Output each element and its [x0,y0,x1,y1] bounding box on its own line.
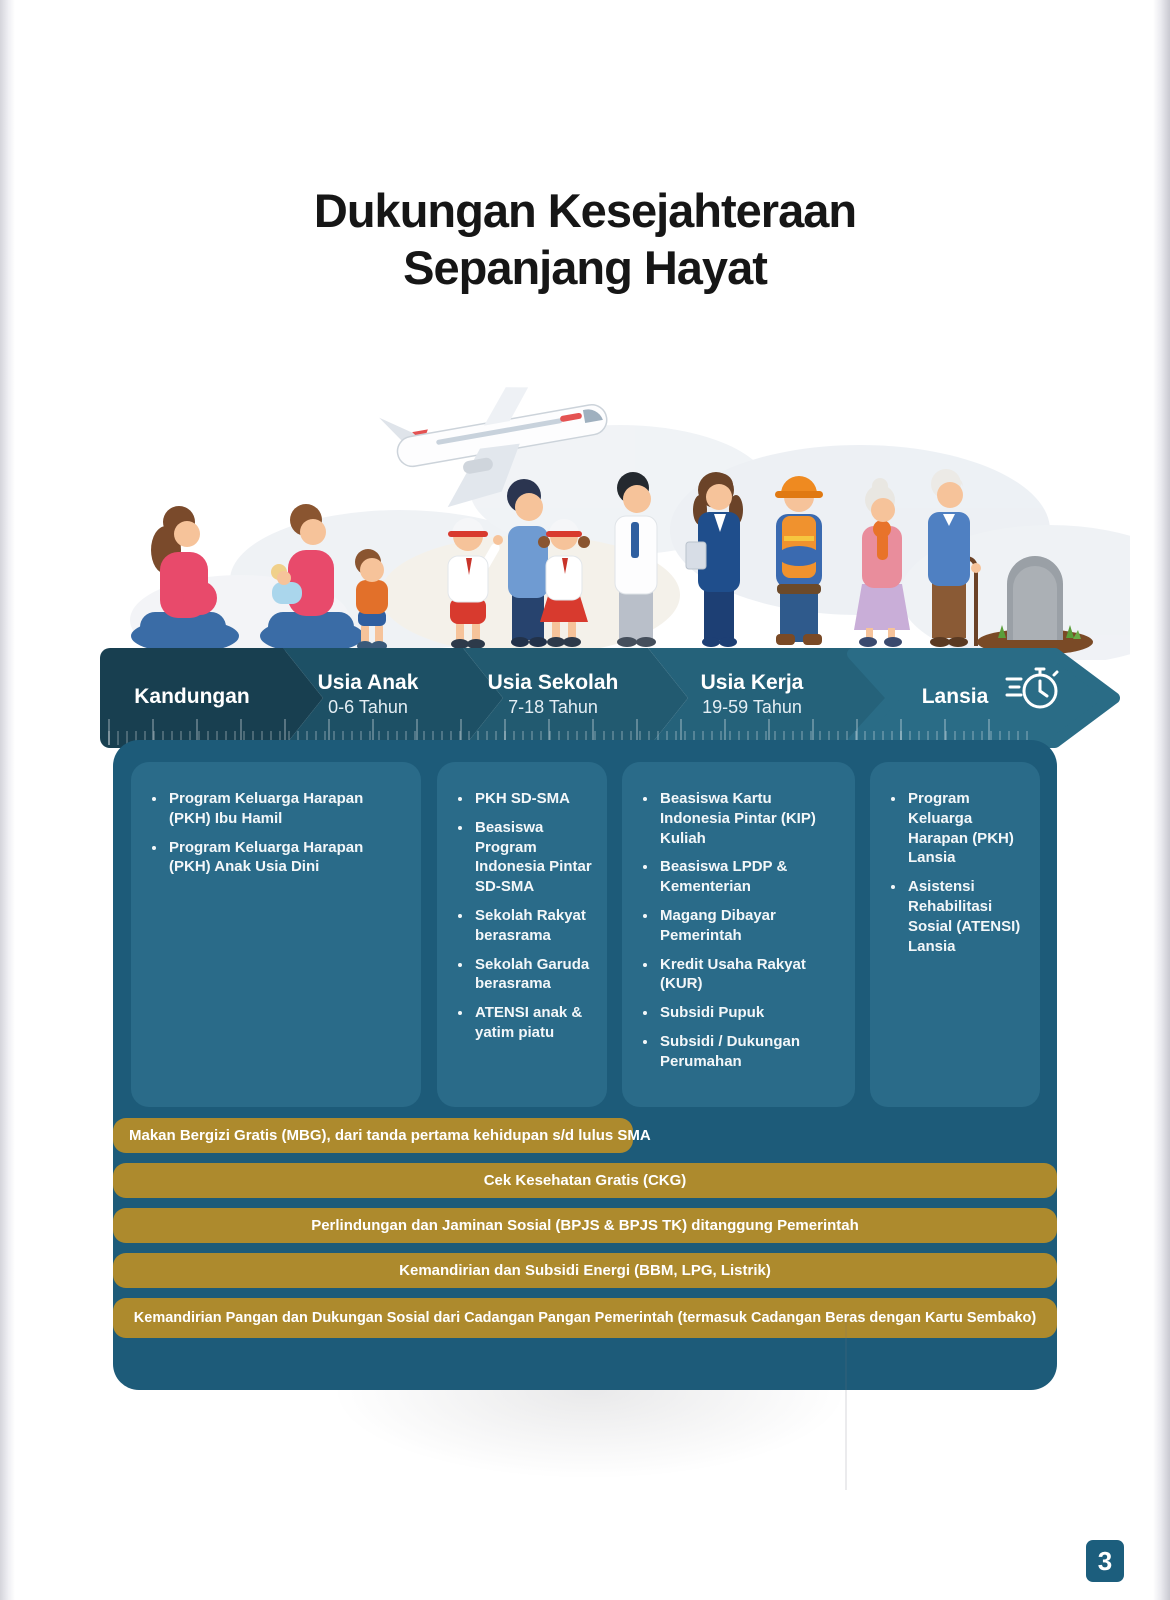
program-list [870,762,1040,956]
stage-usia-anak [318,671,419,718]
stage-label: Lansia [921,685,989,708]
list-item: • Asistensi Rehabilitasi Sosial (ATENSI) Lansia [906,877,1026,956]
banner-pangan: Kemandirian Pangan dan Dukungan Sosial dari Cadangan Pangan Pemerintah (termasuk Cadangan Beras dengan Kartu Sembako) [113,1298,1057,1338]
program-card-kandungan [131,762,421,1107]
list-item: • Magang Dibayar Pemerintah [658,906,841,946]
content-panel [113,740,1057,1390]
stage-usia-sekolah [488,671,619,718]
list-item: • Program Keluarga Harapan (PKH) Anak Usia Dini [167,838,407,878]
list-item: • Subsidi Pupuk [658,1003,841,1023]
stage-label: Usia Kerja [700,671,804,694]
list-item: • Program Keluarga Harapan (PKH) Ibu Hamil [167,789,407,829]
list-item: • Kredit Usaha Rakyat (KUR) [658,955,841,995]
program-card-usia-kerja [622,762,855,1107]
page-number-badge: 3 [1086,1540,1124,1582]
stage-sublabel: 19-59 Tahun [702,697,802,718]
stage-usia-kerja [701,671,804,718]
list-item: • Beasiswa LPDP & Kementerian [658,857,841,897]
banner-bpjs: Perlindungan dan Jaminan Sosial (BPJS & BPJS TK) ditanggung Pemerintah [113,1208,1057,1243]
stage-lansia [922,685,989,708]
program-card-lansia [870,762,1040,1107]
list-item: • Program Keluarga Harapan (PKH) Lansia [906,789,1026,868]
list-item: • Sekolah Rakyat berasrama [473,906,593,946]
stage-sublabel: 7-18 Tahun [508,697,598,718]
page-title-line1: Dukungan Kesejahteraan [313,184,857,237]
life-stages-illustration [100,330,1130,660]
list-item: • PKH SD-SMA [473,789,593,809]
figure-senior-student [615,472,657,647]
banner-ckg: Cek Kesehatan Gratis (CKG) [113,1163,1057,1198]
fold-line [845,1322,847,1490]
stopwatch-icon [1005,659,1063,717]
page-title [0,182,1170,297]
list-item: • Sekolah Garuda berasrama [473,955,593,995]
banner-mbg: Makan Bergizi Gratis (MBG), dari tanda pertama kehidupan s/d lulus SMA [113,1118,633,1153]
stage-label: Usia Anak [317,671,419,694]
program-list [622,762,855,1072]
list-item: • ATENSI anak & yatim piatu [473,1003,593,1043]
program-list [437,762,607,1043]
page-title-line2: Sepanjang Hayat [403,241,767,295]
banner-energi: Kemandirian dan Subsidi Energi (BBM, LPG, Listrik) [113,1253,1057,1288]
stage-label: Kandungan [134,685,250,708]
program-list [131,762,421,877]
panel-shadow [330,1390,850,1480]
stage-label: Usia Sekolah [487,671,619,694]
list-item: • Beasiswa Kartu Indonesia Pintar (KIP) Kuliah [658,789,841,848]
stage-kandungan [134,685,250,708]
list-item: • Subsidi / Dukungan Perumahan [658,1032,841,1072]
timeline-arrow [100,648,1125,748]
list-item: • Beasiswa Program Indonesia Pintar SD-SMA [473,818,593,897]
program-card-usia-sekolah [437,762,607,1107]
stage-sublabel: 0-6 Tahun [328,697,408,718]
